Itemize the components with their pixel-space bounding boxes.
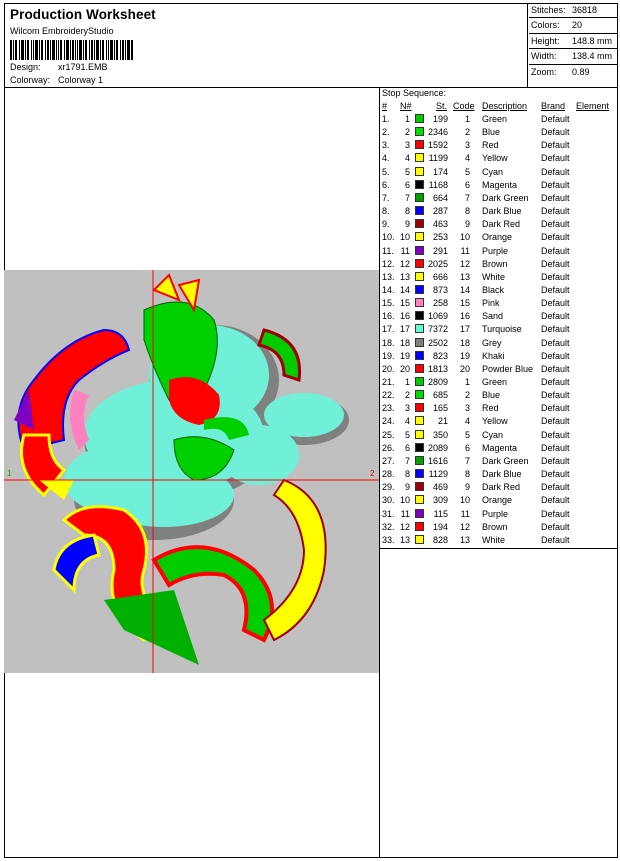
stop-cell-st: 350 (432, 429, 448, 440)
stop-cell-desc: Pink (482, 298, 500, 309)
stop-cell-desc: Cyan (482, 429, 504, 440)
dragon-artwork (4, 270, 379, 673)
stop-row (380, 193, 618, 206)
stop-cell-desc: Dark Green (482, 192, 529, 203)
stop-row (380, 535, 618, 548)
stop-cell-brand: Default (541, 416, 570, 427)
stop-cell-n: 3 (404, 403, 410, 414)
stop-cell-idx: 30. (382, 495, 395, 506)
stop-sequence-title: Stop Sequence: (382, 88, 447, 98)
stop-cell-st: 685 (432, 390, 448, 401)
stop-cell-idx: 16. (382, 311, 395, 322)
design-preview[interactable] (4, 270, 379, 673)
stop-cell-desc: Magenta (482, 179, 518, 190)
stop-cell-n: 6 (404, 179, 410, 190)
stop-row (380, 390, 618, 403)
stop-cell-code: 1 (464, 377, 470, 387)
stop-cell-brand: Default (541, 390, 570, 401)
stop-cell-idx: 14. (382, 284, 395, 295)
stop-cell-idx: 10. (382, 232, 395, 243)
stop-cell-code: 6 (464, 179, 470, 190)
stop-row (380, 206, 618, 219)
stop-cell-n: 5 (404, 429, 410, 440)
stop-cell-brand: Default (541, 363, 570, 374)
stop-cell-idx: 19. (382, 350, 395, 361)
stop-cell-brand: Default (541, 495, 570, 506)
stop-cell-code: 12 (459, 521, 470, 532)
stop-cell-code: 15 (459, 298, 470, 309)
stop-cell-code: 1 (464, 114, 470, 124)
stop-cell-st: 828 (432, 534, 448, 545)
stop-cell-idx: 29. (382, 482, 395, 493)
stop-cell-n: 20 (400, 363, 411, 374)
stop-cell-n: 18 (400, 337, 411, 348)
stop-cell-code: 19 (459, 350, 470, 361)
stop-row (380, 351, 618, 364)
stop-cell-n: 9 (404, 219, 410, 230)
stop-cell-idx: 32. (382, 521, 395, 532)
color-swatch (415, 482, 424, 491)
stop-cell-idx: 20. (382, 363, 395, 374)
stop-cell-st: 463 (432, 219, 448, 230)
stop-row (380, 272, 618, 285)
stop-cell-st: 1813 (427, 363, 448, 374)
stop-cell-brand: Default (541, 284, 570, 295)
page-title: Production Worksheet (10, 7, 156, 22)
stop-cell-desc: White (482, 271, 506, 282)
stop-cell-n: 9 (404, 482, 410, 493)
color-swatch (415, 232, 424, 241)
col-header-brand: Brand (541, 101, 566, 111)
stop-row (380, 246, 618, 259)
stop-cell-st: 258 (432, 298, 448, 309)
stop-cell-st: 1616 (427, 455, 448, 466)
header-info (4, 3, 528, 88)
stop-cell-brand: Default (541, 442, 570, 453)
stop-cell-desc: Grey (482, 337, 502, 348)
stop-cell-code: 16 (459, 311, 470, 322)
stop-cell-st: 2089 (427, 442, 448, 453)
stop-cell-code: 5 (464, 429, 470, 440)
stop-cell-n: 17 (400, 324, 411, 335)
stop-cell-st: 115 (433, 508, 448, 519)
color-swatch (415, 535, 424, 544)
stop-cell-st: 21 (437, 416, 448, 427)
color-swatch (415, 259, 424, 268)
stop-cell-desc: Red (482, 403, 499, 414)
color-swatch (415, 153, 424, 162)
stop-cell-code: 12 (459, 258, 470, 269)
stop-cell-st: 666 (432, 271, 448, 282)
stop-cell-code: 2 (464, 127, 470, 138)
stop-cell-desc: Green (482, 377, 508, 387)
stop-cell-brand: Default (541, 127, 570, 138)
stop-cell-brand: Default (541, 482, 570, 493)
stop-cell-n: 12 (400, 258, 411, 269)
stop-cell-code: 8 (464, 469, 470, 480)
stop-cell-brand: Default (541, 271, 570, 282)
stop-row (380, 469, 618, 482)
color-swatch (415, 416, 424, 425)
col-header-code: Code (453, 101, 475, 111)
color-swatch (415, 443, 424, 452)
stop-cell-n: 11 (400, 508, 410, 519)
color-swatch (415, 246, 424, 255)
stop-cell-idx: 23. (382, 403, 395, 414)
stop-cell-desc: Sand (482, 311, 504, 322)
color-swatch (415, 522, 424, 531)
col-header-stitches: St. (436, 101, 448, 111)
stop-cell-idx: 17. (382, 324, 395, 335)
stop-cell-idx: 2. (382, 127, 390, 138)
stop-row (380, 456, 618, 469)
color-swatch (415, 180, 424, 189)
stop-cell-idx: 18. (382, 337, 395, 348)
stop-cell-brand: Default (541, 508, 570, 519)
stop-cell-st: 199 (432, 114, 448, 124)
stop-cell-brand: Default (541, 534, 570, 545)
stop-row (380, 403, 618, 416)
stop-row (380, 114, 618, 127)
stop-row (380, 364, 618, 377)
stop-cell-code: 4 (464, 416, 470, 427)
stop-cell-brand: Default (541, 140, 570, 151)
stop-cell-st: 309 (432, 495, 448, 506)
stop-cell-idx: 22. (382, 390, 395, 401)
stop-cell-desc: Dark Red (482, 482, 521, 493)
stop-cell-desc: Blue (482, 390, 501, 401)
stop-cell-desc: Orange (482, 495, 513, 506)
stop-cell-st: 1168 (428, 179, 448, 190)
stop-cell-n: 11 (400, 245, 410, 256)
stop-cell-brand: Default (541, 192, 570, 203)
stop-cell-desc: Purple (482, 245, 509, 256)
stop-cell-st: 1069 (427, 311, 448, 322)
stop-row (380, 259, 618, 272)
stop-cell-st: 2346 (427, 127, 448, 138)
stop-cell-st: 1199 (428, 153, 448, 164)
stop-cell-brand: Default (541, 232, 570, 243)
stop-cell-st: 2809 (427, 377, 448, 387)
stop-cell-brand: Default (541, 337, 570, 348)
stop-cell-st: 873 (432, 284, 448, 295)
stats-panel (527, 3, 618, 88)
stop-cell-desc: Purple (482, 508, 509, 519)
stop-cell-desc: Magenta (482, 442, 518, 453)
stop-cell-brand: Default (541, 469, 570, 480)
stop-cell-n: 14 (400, 284, 411, 295)
design-row (10, 62, 108, 72)
stop-cell-code: 2 (464, 390, 470, 401)
color-swatch (415, 272, 424, 281)
stop-cell-n: 16 (400, 311, 411, 322)
stop-cell-desc: White (482, 534, 506, 545)
stop-cell-idx: 7. (382, 192, 390, 203)
stop-cell-st: 2502 (427, 337, 448, 348)
stop-cell-idx: 11. (382, 245, 394, 256)
stop-cell-brand: Default (541, 219, 570, 230)
stop-cell-idx: 1. (382, 114, 390, 124)
color-swatch (415, 377, 424, 386)
stop-cell-brand: Default (541, 245, 570, 256)
stop-cell-idx: 4. (382, 153, 390, 164)
stop-cell-desc: Black (482, 284, 505, 295)
stop-cell-code: 17 (459, 324, 470, 335)
stop-cell-code: 7 (464, 455, 470, 466)
stop-cell-brand: Default (541, 166, 570, 177)
stop-cell-desc: Green (482, 114, 508, 124)
stop-cell-n: 12 (400, 521, 411, 532)
stop-row (380, 219, 618, 232)
col-header-element: Element (576, 101, 610, 111)
stop-cell-n: 13 (400, 534, 411, 545)
stop-row (380, 140, 618, 153)
stop-row (380, 377, 618, 390)
stop-cell-desc: Powder Blue (482, 363, 534, 374)
col-header-needle: N# (400, 101, 412, 111)
stop-cell-desc: Yellow (482, 153, 508, 164)
stop-cell-code: 7 (464, 192, 470, 203)
stop-cell-idx: 8. (382, 206, 390, 217)
color-swatch (415, 509, 424, 518)
stop-cell-idx: 25. (382, 429, 395, 440)
stop-cell-n: 7 (404, 192, 410, 203)
stop-cell-code: 6 (464, 442, 470, 453)
stat-width: Width: 138.4 mm (529, 49, 617, 64)
stop-row (380, 285, 618, 298)
stop-cell-idx: 3. (382, 140, 390, 151)
stop-cell-n: 10 (400, 232, 411, 243)
stop-cell-st: 287 (432, 206, 448, 217)
marker-right: 2 (370, 469, 375, 478)
stop-cell-brand: Default (541, 206, 570, 217)
color-swatch (415, 219, 424, 228)
stop-cell-n: 5 (404, 166, 410, 177)
stop-cell-st: 823 (432, 350, 448, 361)
colorway-value: Colorway 1 (58, 75, 104, 85)
stop-cell-n: 2 (404, 127, 410, 138)
stop-cell-st: 253 (432, 232, 448, 243)
color-swatch (415, 127, 424, 136)
stat-colors: Colors: 20 (529, 18, 617, 33)
stop-cell-code: 14 (459, 284, 470, 295)
stop-cell-n: 8 (404, 469, 410, 480)
stop-cell-code: 10 (459, 495, 470, 506)
colorway-row (10, 75, 104, 85)
stop-cell-brand: Default (541, 179, 570, 190)
stop-row (380, 522, 618, 535)
stop-cell-idx: 31. (382, 508, 395, 519)
color-swatch (415, 495, 424, 504)
stop-cell-desc: Khaki (482, 350, 505, 361)
stop-row (380, 338, 618, 351)
stop-cell-n: 13 (400, 271, 411, 282)
col-header-description: Description (482, 101, 528, 111)
stop-cell-desc: Dark Blue (482, 469, 522, 480)
stop-cell-code: 9 (464, 482, 470, 493)
stop-cell-st: 291 (432, 245, 448, 256)
stop-cell-desc: Orange (482, 232, 513, 243)
stop-row (380, 167, 618, 180)
color-swatch (415, 140, 424, 149)
stop-cell-brand: Default (541, 324, 570, 335)
stop-row (380, 443, 618, 456)
stop-row (380, 127, 618, 140)
stop-cell-desc: Brown (482, 521, 508, 532)
stop-cell-st: 469 (432, 482, 448, 493)
stop-cell-n: 1 (404, 114, 410, 124)
stop-cell-idx: 28. (382, 469, 395, 480)
marker-left: 1 (7, 469, 12, 478)
stop-cell-brand: Default (541, 521, 570, 532)
stop-cell-st: 2025 (427, 258, 448, 269)
stop-row (380, 482, 618, 495)
stop-cell-st: 664 (432, 192, 448, 203)
stop-row (380, 416, 618, 429)
color-swatch (415, 298, 424, 307)
stop-cell-n: 7 (404, 455, 410, 466)
stop-cell-n: 6 (404, 442, 410, 453)
stop-cell-code: 4 (464, 153, 470, 164)
stop-cell-idx: 13. (382, 271, 395, 282)
stop-cell-st: 1129 (428, 469, 448, 480)
design-label: Design: (10, 62, 41, 72)
stop-cell-st: 165 (432, 403, 448, 414)
stop-row (380, 180, 618, 193)
stop-cell-code: 11 (460, 245, 470, 256)
stop-cell-st: 194 (432, 521, 448, 532)
design-value: xr1791.EMB (58, 62, 108, 72)
color-swatch (415, 324, 424, 333)
stop-cell-desc: Red (482, 140, 499, 151)
col-header-index: # (382, 101, 388, 111)
stop-cell-code: 10 (459, 232, 470, 243)
table-bottom-rule (380, 548, 618, 549)
stat-height: Height: 148.8 mm (529, 34, 617, 49)
color-swatch (415, 469, 424, 478)
stop-cell-idx: 33. (382, 534, 395, 545)
color-swatch (415, 206, 424, 215)
stop-cell-idx: 27. (382, 455, 395, 466)
stop-cell-n: 2 (404, 390, 410, 401)
stop-cell-desc: Turquoise (482, 324, 522, 335)
stop-cell-st: 7372 (427, 324, 448, 335)
stop-cell-idx: 6. (382, 179, 390, 190)
stop-cell-brand: Default (541, 429, 570, 440)
stop-cell-idx: 9. (382, 219, 390, 230)
stop-cell-brand: Default (541, 377, 570, 387)
stop-row (380, 153, 618, 166)
stop-cell-brand: Default (541, 350, 570, 361)
stop-cell-brand: Default (541, 455, 570, 466)
stop-row (380, 509, 618, 522)
stop-cell-idx: 24. (382, 416, 395, 427)
stop-cell-brand: Default (541, 258, 570, 269)
stop-cell-brand: Default (541, 311, 570, 322)
color-swatch (415, 351, 424, 360)
stop-cell-brand: Default (541, 114, 570, 124)
colorway-label: Colorway: (10, 75, 51, 85)
color-swatch (415, 456, 424, 465)
stop-cell-code: 3 (464, 403, 470, 414)
stop-row (380, 324, 618, 337)
barcode (10, 40, 134, 60)
stop-cell-desc: Blue (482, 127, 501, 138)
stop-cell-code: 5 (464, 166, 470, 177)
color-swatch (415, 403, 424, 412)
stop-cell-st: 1592 (427, 140, 448, 151)
color-swatch (415, 193, 424, 202)
stop-cell-desc: Dark Red (482, 219, 521, 230)
stop-cell-code: 9 (464, 219, 470, 230)
stop-row (380, 298, 618, 311)
stop-cell-brand: Default (541, 298, 570, 309)
stop-cell-desc: Cyan (482, 166, 504, 177)
stop-cell-code: 13 (459, 534, 470, 545)
stop-row (380, 232, 618, 245)
software-name: Wilcom EmbroideryStudio (10, 26, 114, 36)
stop-row (380, 430, 618, 443)
stop-cell-code: 18 (459, 337, 470, 348)
stop-cell-n: 8 (404, 206, 410, 217)
color-swatch (415, 114, 424, 123)
stop-cell-n: 19 (400, 350, 411, 361)
stop-cell-st: 174 (432, 166, 448, 177)
color-swatch (415, 338, 424, 347)
stop-cell-idx: 12. (382, 258, 395, 269)
stat-stitches: Stitches: 36818 (529, 3, 617, 18)
stop-cell-desc: Dark Blue (482, 206, 522, 217)
stop-cell-desc: Dark Green (482, 455, 529, 466)
color-swatch (415, 430, 424, 439)
stop-row (380, 495, 618, 508)
stop-cell-code: 13 (459, 271, 470, 282)
stat-zoom: Zoom: 0.89 (531, 66, 590, 77)
color-swatch (415, 167, 424, 176)
stop-cell-idx: 15. (382, 298, 395, 309)
stop-cell-n: 15 (400, 298, 411, 309)
color-swatch (415, 390, 424, 399)
stop-cell-code: 20 (459, 363, 470, 374)
stop-cell-code: 8 (464, 206, 470, 217)
stop-cell-brand: Default (541, 403, 570, 414)
stop-cell-n: 4 (404, 153, 410, 164)
stop-cell-code: 3 (464, 140, 470, 151)
color-swatch (415, 311, 424, 320)
stop-cell-n: 10 (400, 495, 411, 506)
stop-cell-desc: Brown (482, 258, 508, 269)
stop-cell-n: 4 (404, 416, 410, 427)
stop-row (380, 311, 618, 324)
stop-cell-idx: 21. (382, 377, 395, 387)
stop-cell-desc: Yellow (482, 416, 508, 427)
stop-cell-n: 1 (404, 377, 410, 387)
stop-cell-idx: 5. (382, 166, 390, 177)
stop-cell-n: 3 (404, 140, 410, 151)
color-swatch (415, 364, 424, 373)
color-swatch (415, 285, 424, 294)
stop-cell-idx: 26. (382, 442, 395, 453)
stop-cell-code: 11 (460, 508, 470, 519)
stop-cell-brand: Default (541, 153, 570, 164)
